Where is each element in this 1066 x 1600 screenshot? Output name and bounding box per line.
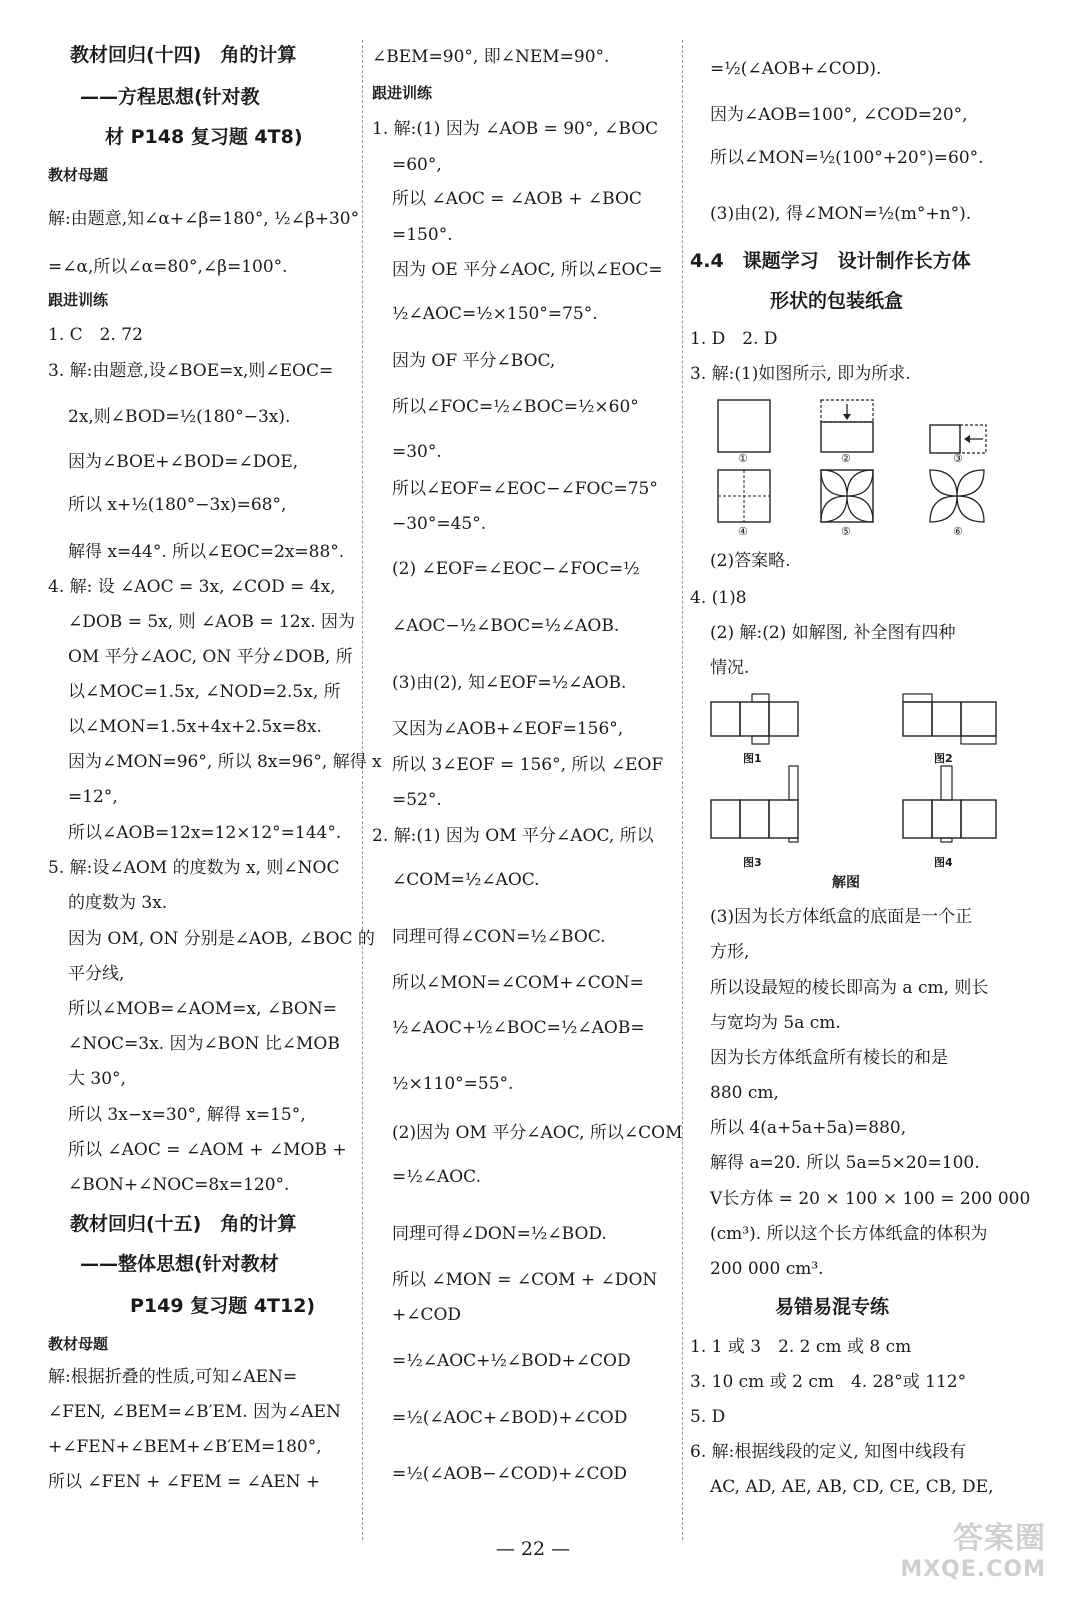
- col2-line-32: =½(∠AOB−∠COD)+∠COD: [392, 1464, 628, 1484]
- watermark: [900, 1513, 1046, 1582]
- col2-line-5: =150°.: [392, 225, 453, 245]
- column-divider-1: [362, 40, 363, 1540]
- col1-line-22: 的度数为 3x.: [68, 893, 168, 913]
- col2-line-10: =30°.: [392, 442, 442, 462]
- col1-line-32: ——整体思想(针对教材: [80, 1253, 279, 1275]
- col3b-line-6: 所以 4(a+5a+5a)=880,: [710, 1118, 907, 1138]
- col3b-line-4: 因为长方体纸盒所有棱长的和是: [710, 1048, 948, 1068]
- col3a-line-11: 情况.: [710, 658, 750, 678]
- page-number: — 22 —: [495, 1538, 571, 1560]
- col3b-line-2: 所以设最短的棱长即高为 a cm, 则长: [710, 978, 989, 998]
- col3b-line-0: (3)因为长方体纸盒的底面是一个正: [710, 907, 973, 927]
- col3a-line-2: 所以∠MON=½(100°+20°)=60°.: [710, 148, 984, 168]
- col1-line-1: ——方程思想(针对教: [80, 86, 260, 108]
- column-divider-2: [682, 40, 683, 1540]
- figure-label-1: 图1: [743, 752, 762, 765]
- col1-line-16: 以∠MOC=1.5x, ∠NOD=2.5x, 所: [68, 682, 341, 702]
- col2-line-24: ½×110°=55°.: [392, 1074, 514, 1094]
- col2-line-3: =60°,: [392, 155, 442, 175]
- col3b-line-1: 方形,: [710, 942, 750, 962]
- col3b-line-14: 5. D: [690, 1407, 726, 1427]
- col2-line-16: 又因为∠AOB+∠EOF=156°,: [392, 719, 624, 739]
- col1-line-38: 所以 ∠FEN + ∠FEM = ∠AEN +: [48, 1472, 321, 1492]
- col2-line-6: 因为 OE 平分∠AOC, 所以∠EOC=: [392, 260, 663, 280]
- col1-line-3: 教材母题: [48, 166, 109, 184]
- col1-line-12: 解得 x=44°. 所以∠EOC=2x=88°.: [68, 542, 345, 562]
- col1-line-2: 材 P148 复习题 4T8): [105, 126, 303, 148]
- col3b-line-8: V长方体 = 20 × 100 × 100 = 200 000: [710, 1189, 1031, 1209]
- col1-line-14: ∠DOB = 5x, 则 ∠AOB = 12x. 因为: [68, 612, 355, 632]
- col1-line-19: =12°,: [68, 787, 118, 807]
- col1-line-23: 因为 OM, ON 分别是∠AOB, ∠BOC 的: [68, 929, 375, 949]
- net-label-6: ⑥: [953, 525, 963, 538]
- figure-caption: 解图: [832, 875, 860, 891]
- col2-line-17: 所以 3∠EOF = 156°, 所以 ∠EOF: [392, 755, 664, 775]
- figure-nets-2: [708, 690, 1008, 850]
- figure-label-3: 图3: [743, 856, 762, 869]
- col3a-line-6: 1. D 2. D: [690, 329, 778, 349]
- col3b-line-5: 880 cm,: [710, 1083, 779, 1103]
- col1-line-17: 以∠MON=1.5x+4x+2.5x=8x.: [68, 717, 322, 737]
- col2-line-0: ∠BEM=90°, 即∠NEM=90°.: [372, 47, 610, 67]
- col1-line-4: 解:由题意,知∠α+∠β=180°, ½∠β+30°: [48, 209, 360, 229]
- col1-line-7: 1. C 2. 72: [48, 325, 143, 345]
- col1-line-10: 因为∠BOE+∠BOD=∠DOE,: [68, 452, 299, 472]
- net-label-4: ④: [738, 525, 748, 538]
- col3a-line-8: (2)答案略.: [710, 551, 791, 571]
- net-label-1: ①: [738, 452, 748, 465]
- col1-line-29: 所以 ∠AOC = ∠AOM + ∠MOB +: [68, 1140, 347, 1160]
- col1-line-27: 大 30°,: [68, 1069, 126, 1089]
- figure-nets-1: [708, 395, 1008, 540]
- col2-line-4: 所以 ∠AOC = ∠AOB + ∠BOC: [392, 189, 642, 209]
- col1-line-5: =∠α,所以∠α=80°,∠β=100°.: [48, 257, 288, 277]
- col1-line-35: 解:根据折叠的性质,可知∠AEN=: [48, 1367, 298, 1387]
- col1-line-21: 5. 解:设∠AOM 的度数为 x, 则∠NOC: [48, 858, 340, 878]
- column-1: [0, 0, 360, 1600]
- col2-line-13: (2) ∠EOF=∠EOC−∠FOC=½: [392, 559, 640, 579]
- col3a-line-1: 因为∠AOB=100°, ∠COD=20°,: [710, 105, 968, 125]
- figure-label-4: 图4: [934, 856, 953, 869]
- col1-line-0: 教材回归(十四) 角的计算: [70, 44, 297, 66]
- col1-line-28: 所以 3x−x=30°, 解得 x=15°,: [68, 1105, 306, 1125]
- col3b-line-13: 3. 10 cm 或 2 cm 4. 28°或 112°: [690, 1372, 967, 1392]
- col3a-line-5: 形状的包装纸盒: [770, 290, 904, 312]
- col2-line-31: =½(∠AOC+∠BOD)+∠COD: [392, 1408, 628, 1428]
- col2-line-1: 跟进训练: [372, 84, 433, 102]
- col2-line-21: 同理可得∠CON=½∠BOC.: [392, 927, 606, 947]
- col1-line-8: 3. 解:由题意,设∠BOE=x,则∠EOC=: [48, 361, 334, 381]
- col3a-line-3: (3)由(2), 得∠MON=½(m°+n°).: [710, 204, 972, 224]
- col1-line-13: 4. 解: 设 ∠AOC = 3x, ∠COD = 4x,: [48, 577, 336, 597]
- col3b-line-9: (cm³). 所以这个长方体纸盒的体积为: [710, 1224, 988, 1244]
- col3a-line-9: 4. (1)8: [690, 588, 747, 608]
- col2-line-2: 1. 解:(1) 因为 ∠AOB = 90°, ∠BOC: [372, 119, 659, 139]
- col3b-line-3: 与宽均为 5a cm.: [710, 1013, 841, 1033]
- col2-line-9: 所以∠FOC=½∠BOC=½×60°: [392, 397, 639, 417]
- col2-line-25: (2)因为 OM 平分∠AOC, 所以∠COM: [392, 1123, 683, 1143]
- col2-line-8: 因为 OF 平分∠BOC,: [392, 351, 556, 371]
- col1-line-30: ∠BON+∠NOC=8x=120°.: [68, 1175, 290, 1195]
- col1-line-25: 所以∠MOB=∠AOM=x, ∠BON=: [68, 999, 337, 1019]
- col2-line-26: =½∠AOC.: [392, 1167, 481, 1187]
- col1-line-26: ∠NOC=3x. 因为∠BON 比∠MOB: [68, 1034, 340, 1054]
- col1-line-18: 因为∠MON=96°, 所以 8x=96°, 解得 x: [68, 752, 382, 772]
- col2-line-19: 2. 解:(1) 因为 OM 平分∠AOC, 所以: [372, 826, 654, 846]
- col1-line-9: 2x,则∠BOD=½(180°−3x).: [68, 407, 291, 427]
- col3b-line-15: 6. 解:根据线段的定义, 知图中线段有: [690, 1442, 967, 1462]
- col3b-line-11: 易错易混专练: [775, 1296, 890, 1318]
- net-label-5: ⑤: [841, 525, 851, 538]
- col2-line-22: 所以∠MON=∠COM+∠CON=: [392, 973, 644, 993]
- col1-line-36: ∠FEN, ∠BEM=∠B′EM. 因为∠AEN: [48, 1402, 341, 1422]
- col2-line-11: 所以∠EOF=∠EOC−∠FOC=75°: [392, 479, 658, 499]
- net-label-2: ②: [841, 452, 851, 465]
- watermark-line-1: 答案圈: [953, 1521, 1046, 1556]
- col1-line-34: 教材母题: [48, 1335, 109, 1353]
- col1-line-37: +∠FEN+∠BEM+∠B′EM=180°,: [48, 1437, 322, 1457]
- col3a-line-4: 4.4 课题学习 设计制作长方体: [690, 250, 971, 272]
- col1-line-31: 教材回归(十五) 角的计算: [70, 1213, 297, 1235]
- col1-line-6: 跟进训练: [48, 291, 109, 309]
- col1-line-24: 平分线,: [68, 964, 125, 984]
- col1-line-15: OM 平分∠AOC, ON 平分∠DOB, 所: [68, 647, 353, 667]
- col1-line-33: P149 复习题 4T12): [130, 1295, 316, 1317]
- col2-line-15: (3)由(2), 知∠EOF=½∠AOB.: [392, 673, 627, 693]
- col2-line-14: ∠AOC−½∠BOC=½∠AOB.: [392, 616, 620, 636]
- col2-line-18: =52°.: [392, 790, 442, 810]
- col2-line-7: ½∠AOC=½×150°=75°.: [392, 304, 598, 324]
- col3b-line-16: AC, AD, AE, AB, CD, CE, CB, DE,: [710, 1477, 994, 1497]
- col2-line-12: −30°=45°.: [392, 514, 487, 534]
- col2-line-27: 同理可得∠DON=½∠BOD.: [392, 1224, 607, 1244]
- col3a-line-0: =½(∠AOB+∠COD).: [710, 59, 882, 79]
- col3b-line-7: 解得 a=20. 所以 5a=5×20=100.: [710, 1153, 980, 1173]
- col2-line-20: ∠COM=½∠AOC.: [392, 870, 540, 890]
- col2-line-28: 所以 ∠MON = ∠COM + ∠DON: [392, 1270, 658, 1290]
- watermark-line-2: MXQE.COM: [900, 1557, 1046, 1582]
- col3a-line-10: (2) 解:(2) 如解图, 补全图有四种: [710, 623, 956, 643]
- col2-line-30: =½∠AOC+½∠BOD+∠COD: [392, 1351, 631, 1371]
- col3a-line-7: 3. 解:(1)如图所示, 即为所求.: [690, 364, 911, 384]
- col2-line-29: +∠COD: [392, 1305, 462, 1325]
- col2-line-23: ½∠AOC+½∠BOC=½∠AOB=: [392, 1018, 645, 1038]
- col3b-line-12: 1. 1 或 3 2. 2 cm 或 8 cm: [690, 1337, 912, 1357]
- col1-line-11: 所以 x+½(180°−3x)=68°,: [68, 495, 287, 515]
- net-label-3: ③: [953, 452, 963, 465]
- figure-label-2: 图2: [934, 752, 953, 765]
- col3b-line-10: 200 000 cm³.: [710, 1259, 824, 1279]
- col1-line-20: 所以∠AOB=12x=12×12°=144°.: [68, 823, 342, 843]
